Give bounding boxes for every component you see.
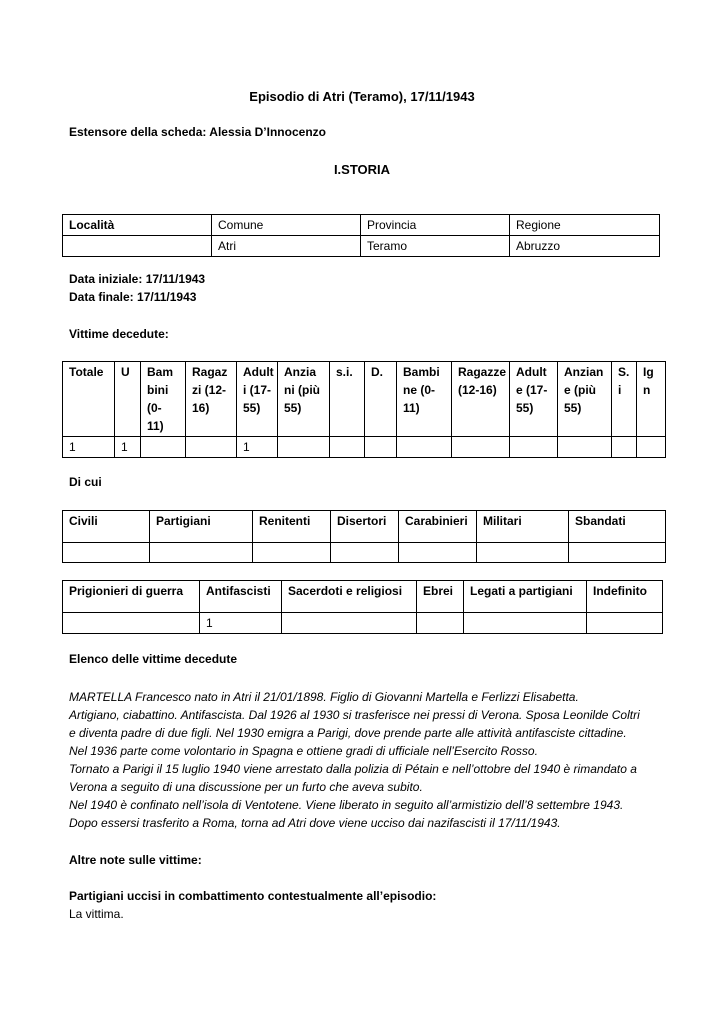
header-cell: Ragazze (12-16) (452, 362, 510, 437)
category-table-1 (62, 510, 666, 563)
table-cell (365, 437, 397, 458)
narrative-line: Dopo essersi trasferito a Roma, torna ad Atri dove viene ucciso dai nazifascisti il 17/11/1943. (69, 816, 561, 830)
header-cell: Anzia ni (più 55) (278, 362, 330, 437)
table-cell (331, 543, 399, 563)
table-cell (587, 613, 663, 634)
header-cell: Renitenti (253, 511, 331, 543)
table-cell (569, 543, 666, 563)
table-cell (150, 543, 253, 563)
header-cell: Totale (63, 362, 115, 437)
table-cell (186, 437, 237, 458)
table-row (63, 511, 666, 543)
narrative-line: e diventa padre di due figli. Nel 1930 emigra a Parigi, dove prende parte alle attività antifasciste cittadine. (69, 726, 627, 740)
table-cell: Comune (212, 215, 361, 236)
table-row (63, 215, 660, 236)
table-cell: Atri (212, 236, 361, 257)
header-cell: U (115, 362, 141, 437)
header-cell: s.i. (330, 362, 365, 437)
header-cell: D. (365, 362, 397, 437)
header-cell: Carabinieri (399, 511, 477, 543)
table-cell (399, 543, 477, 563)
header-cell: Bam bini (0- 11) (141, 362, 186, 437)
header-cell: Legati a partigiani (464, 581, 587, 613)
header-cell: Bambi ne (0- 11) (397, 362, 452, 437)
narrative-line: Artigiano, ciabattino. Antifascista. Dal 1926 al 1930 si trasferisce nei pressi di Verona. Sposa Leonilde Coltri (69, 708, 640, 722)
table-cell: Abruzzo (510, 236, 660, 257)
header-cell: Ebrei (417, 581, 464, 613)
header-cell: Militari (477, 511, 569, 543)
narrative-line: Verona a seguito di una discussione per un furto che aveva subito. (69, 780, 423, 794)
table-row (63, 613, 663, 634)
victims-list-label: Elenco delle vittime decedute (69, 652, 238, 666)
header-cell: Ragaz zi (12- 16) (186, 362, 237, 437)
table-cell (558, 437, 612, 458)
table-cell (417, 613, 464, 634)
narrative-line: Nel 1940 è confinato nell’isola di Ventotene. Viene liberato in seguito all’armistizio dell’8 settembre 1943. (69, 798, 624, 812)
narrative-line: Tornato a Parigi il 15 luglio 1940 viene arrestato dalla polizia di Pétain e nell’ottobre del 1940 è rimandato a (69, 762, 637, 776)
table-cell (330, 437, 365, 458)
table-cell (464, 613, 587, 634)
table-cell: 1 (200, 613, 282, 634)
table-row (63, 437, 666, 458)
other-notes-label: Altre note sulle vittime: (69, 853, 202, 867)
header-cell: Anzian e (più 55) (558, 362, 612, 437)
date-end: Data finale: 17/11/1943 (69, 290, 197, 304)
header-cell: S. i (612, 362, 637, 437)
narrative-line: MARTELLA Francesco nato in Atri il 21/01/1898. Figlio di Giovanni Martella e Ferlizzi Elisabetta. (69, 690, 579, 704)
header-cell: Disertori (331, 511, 399, 543)
table-cell (278, 437, 330, 458)
table-cell: Località (63, 215, 212, 236)
table-row (63, 236, 660, 257)
table-cell (63, 613, 200, 634)
table-cell (141, 437, 186, 458)
narrative-line: Nel 1936 parte come volontario in Spagna e ottiene gradi di ufficiale nell’Esercito Rosso. (69, 744, 538, 758)
table-cell: 1 (63, 437, 115, 458)
table-cell (63, 543, 150, 563)
header-cell: Partigiani (150, 511, 253, 543)
header-cell: Ig n (637, 362, 666, 437)
partisans-label: Partigiani uccisi in combattimento contestualmente all’episodio: (69, 889, 437, 903)
location-table (62, 214, 660, 257)
header-cell: Indefinito (587, 581, 663, 613)
table-cell: Provincia (361, 215, 510, 236)
table-row (63, 581, 663, 613)
victim-narrative (69, 688, 640, 832)
date-start: Data iniziale: 17/11/1943 (69, 272, 206, 286)
category-table-2 (62, 580, 663, 634)
victims-label: Vittime decedute: (69, 327, 169, 341)
partisans-value: La vittima. (69, 907, 124, 921)
header-cell: Antifascisti (200, 581, 282, 613)
table-row (63, 362, 666, 437)
di-cui-label: Di cui (69, 475, 102, 489)
table-cell (253, 543, 331, 563)
table-row (63, 543, 666, 563)
table-cell (452, 437, 510, 458)
table-cell (477, 543, 569, 563)
page-title: Episodio di Atri (Teramo), 17/11/1943 (249, 89, 475, 104)
header-cell: Adult e (17- 55) (510, 362, 558, 437)
table-cell (612, 437, 637, 458)
table-cell (282, 613, 417, 634)
table-cell: Regione (510, 215, 660, 236)
table-cell: 1 (237, 437, 278, 458)
table-cell (63, 236, 212, 257)
table-cell: 1 (115, 437, 141, 458)
header-cell: Prigionieri di guerra (63, 581, 200, 613)
table-cell (510, 437, 558, 458)
header-cell: Adult i (17- 55) (237, 362, 278, 437)
table-cell (637, 437, 666, 458)
table-cell (397, 437, 452, 458)
header-cell: Sbandati (569, 511, 666, 543)
header-cell: Sacerdoti e religiosi (282, 581, 417, 613)
victims-table (62, 361, 666, 458)
author-line: Estensore della scheda: Alessia D’Innocenzo (69, 125, 326, 139)
table-cell: Teramo (361, 236, 510, 257)
header-cell: Civili (63, 511, 150, 543)
section-heading: I.STORIA (333, 162, 391, 177)
